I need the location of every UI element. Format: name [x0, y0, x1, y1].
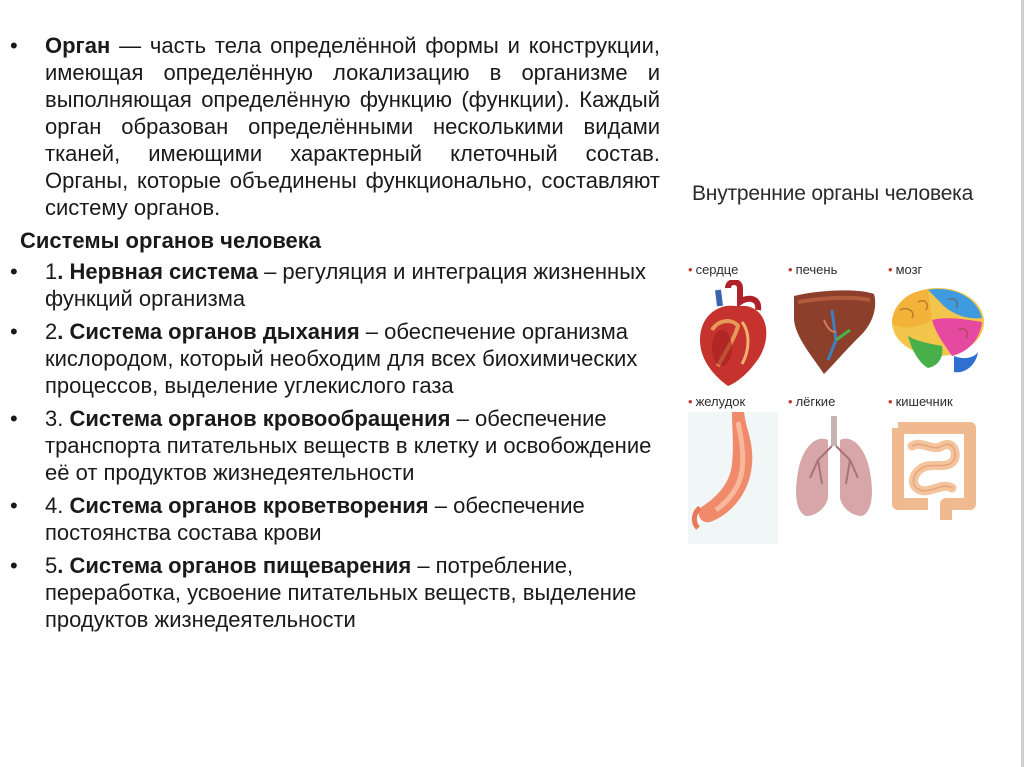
- stomach-icon: [688, 412, 778, 544]
- intestine-icon: [888, 412, 980, 524]
- organ-term: Орган: [45, 33, 111, 58]
- organ-stomach: • желудок: [688, 394, 786, 524]
- organ-label: кишечник: [895, 394, 953, 409]
- organ-liver: • печень: [788, 262, 886, 392]
- section-title: Системы органов человека: [20, 228, 322, 253]
- list-item: • 2. Система органов дыхания – обеспечение организма кислородом, который необходим для всех биохимических процессов, выделение углекислого газа: [10, 318, 660, 399]
- organ-label: лёгкие: [795, 394, 836, 409]
- lungs-icon: [788, 412, 880, 524]
- system-name: . Система органов дыхания: [57, 319, 360, 344]
- list-item: • 4. Система органов кроветворения – обеспечение постоянства состава крови: [10, 492, 660, 546]
- organs-figure: [680, 170, 990, 550]
- system-name: . Нервная система: [57, 259, 258, 284]
- organ-heart: • сердце: [688, 262, 786, 392]
- system-description: – обеспечение организма кислородом, который необходим для всех биохимических процессов, выделение углекислого газа: [45, 319, 638, 398]
- organ-definition-text: — часть тела определённой формы и конструкции, имеющая определённую локализацию в организме и выполняющая определённую функцию (функции). Каждый орган образован определёнными несколькими видами тканей, имеющими характерный клеточный состав. Органы, которые объединены функционально, составляют систему органов.: [45, 33, 660, 220]
- brain-icon: [888, 280, 986, 380]
- text-column: [10, 32, 660, 639]
- system-description: – обеспечение постоянства состава крови: [45, 493, 585, 545]
- organ-label: печень: [795, 262, 838, 277]
- figure-title: Внутренние органы человека: [692, 182, 974, 205]
- organ-definition: [10, 32, 660, 221]
- system-description: – потребление, переработка, усвоение питательных веществ, выделение продуктов жизнедеятельности: [45, 553, 637, 632]
- liver-icon: [788, 280, 880, 380]
- list-item: • 5. Система органов пищеварения – потребление, переработка, усвоение питательных веществ, выделение продуктов жизнедеятельности: [10, 552, 660, 633]
- list-item: • 3. Система органов кровообращения – обеспечение транспорта питательных веществ в клетку и освобождение её от продуктов жизнедеятельности: [10, 405, 660, 486]
- organ-label: мозг: [895, 262, 923, 277]
- organ-lungs: • лёгкие: [788, 394, 886, 524]
- system-description: – регуляция и интеграция жизненных функций организма: [45, 259, 647, 311]
- list-item: • 1. Нервная система – регуляция и интеграция жизненных функций организма: [10, 258, 660, 312]
- organ-brain: • мозг: [888, 262, 986, 392]
- system-name: Система органов кроветворения: [63, 493, 429, 518]
- organ-label: желудок: [695, 394, 746, 409]
- organ-label: сердце: [695, 262, 739, 277]
- heart-icon: [688, 280, 778, 392]
- organ-intestine: • кишечник: [888, 394, 986, 524]
- system-description: – обеспечение транспорта питательных веществ в клетку и освобождение её от продуктов жизнедеятельности: [45, 406, 652, 485]
- system-name: Система органов кровообращения: [63, 406, 451, 431]
- system-name: . Система органов пищеварения: [57, 553, 412, 578]
